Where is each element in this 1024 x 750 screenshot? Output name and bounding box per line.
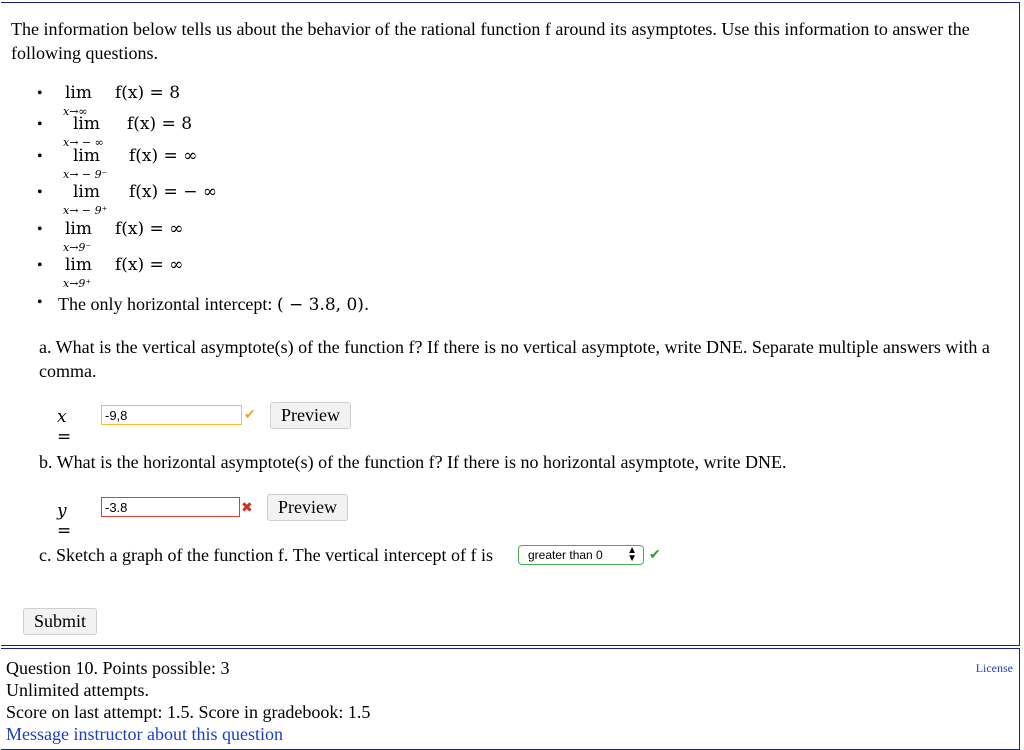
submit-button[interactable]: Submit	[23, 608, 97, 635]
lim-subscript: x→9⁻	[63, 241, 92, 254]
part-a-question: a. What is the vertical asymptote(s) of the function f? If there is no vertical asymptote, write DNE. Separate multiple answers with a comma.	[39, 337, 990, 381]
part-c-question: c. Sketch a graph of the function f. The vertical intercept of f is	[39, 545, 493, 565]
question-box: The information below tells us about the behavior of the rational function f around its asymptotes. Use this information to answer the following questions. • lim x→∞ f(x) = 8 • lim x→ − ∞ f(x) = 8 • lim x→ − 9⁻ f(x) = ∞ • lim x→ − 9⁺ f(x) = − ∞ • lim x→9⁻ f(x) = ∞ • lim x→9⁺ f(x) = ∞ • The only horizontal intercept: ( − 3.8, 0). a. What is the vertical asymptote(s) of the function f? If there is no vertical asymptote, write DNE. Separate multiple answers with a comma. x = -9,8 ✔ Preview b. What is the horizontal asymptote(s) of the function f? If there is no horizontal asymptote, write DNE. y = -3.8 ✖ Preview c. Sketch a graph of the function f. The vertical intercept of f is greater than 0 ▲ ▼ ✔ Submit	[1, 2, 1020, 646]
lim-expression: f(x) = ∞	[115, 255, 184, 275]
lim-label: lim	[65, 219, 92, 239]
lim-expression: f(x) = 8	[115, 83, 181, 103]
lim-label: lim	[73, 146, 100, 166]
message-instructor-link[interactable]: Message instructor about this question	[6, 724, 283, 744]
partial-check-icon: ✔	[244, 408, 256, 423]
question-intro: The information below tells us about the behavior of the rational function f around its asymptotes. Use this information to answer the following questions.	[11, 19, 970, 63]
y-equals-label: y =	[57, 501, 72, 541]
lim-label: lim	[65, 83, 92, 103]
preview-button-b[interactable]: Preview	[267, 494, 348, 521]
intercept-point: ( − 3.8, 0).	[276, 295, 370, 315]
select-value: greater than 0	[528, 548, 603, 562]
question-info-box	[1, 648, 1020, 750]
lim-subscript: x→ − ∞	[63, 136, 104, 149]
lim-subscript: x→ − 9⁺	[63, 204, 108, 217]
preview-button-a[interactable]: Preview	[270, 402, 351, 429]
correct-check-icon: ✔	[649, 548, 661, 563]
lim-expression: f(x) = − ∞	[129, 182, 218, 202]
score-info: Score on last attempt: 1.5. Score in gradebook: 1.5	[6, 702, 371, 722]
part-b-question: b. What is the horizontal asymptote(s) of the function f? If there is no horizontal asymptote, write DNE.	[39, 452, 787, 472]
lim-label: lim	[73, 182, 100, 202]
license-link[interactable]: License	[975, 661, 1013, 675]
attempts-info: Unlimited attempts.	[6, 680, 149, 700]
lim-subscript: x→ − 9⁻	[63, 168, 108, 181]
lim-expression: f(x) = 8	[127, 114, 193, 134]
points-possible: Question 10. Points possible: 3	[6, 658, 230, 678]
vertical-intercept-select[interactable]	[518, 545, 644, 565]
vertical-asymptote-input[interactable]	[101, 405, 242, 425]
lim-label: lim	[73, 114, 100, 134]
x-equals-label: x =	[57, 407, 72, 447]
lim-expression: f(x) = ∞	[129, 146, 198, 166]
wrong-x-icon: ✖	[241, 501, 253, 516]
intercept-label: The only horizontal intercept:	[58, 294, 273, 314]
lim-subscript: x→∞	[63, 105, 88, 118]
select-arrows-icon: ▲ ▼	[627, 545, 637, 564]
lim-label: lim	[65, 255, 92, 275]
lim-expression: f(x) = ∞	[115, 219, 184, 239]
lim-subscript: x→9⁺	[63, 277, 92, 290]
horizontal-asymptote-input[interactable]	[101, 497, 240, 517]
